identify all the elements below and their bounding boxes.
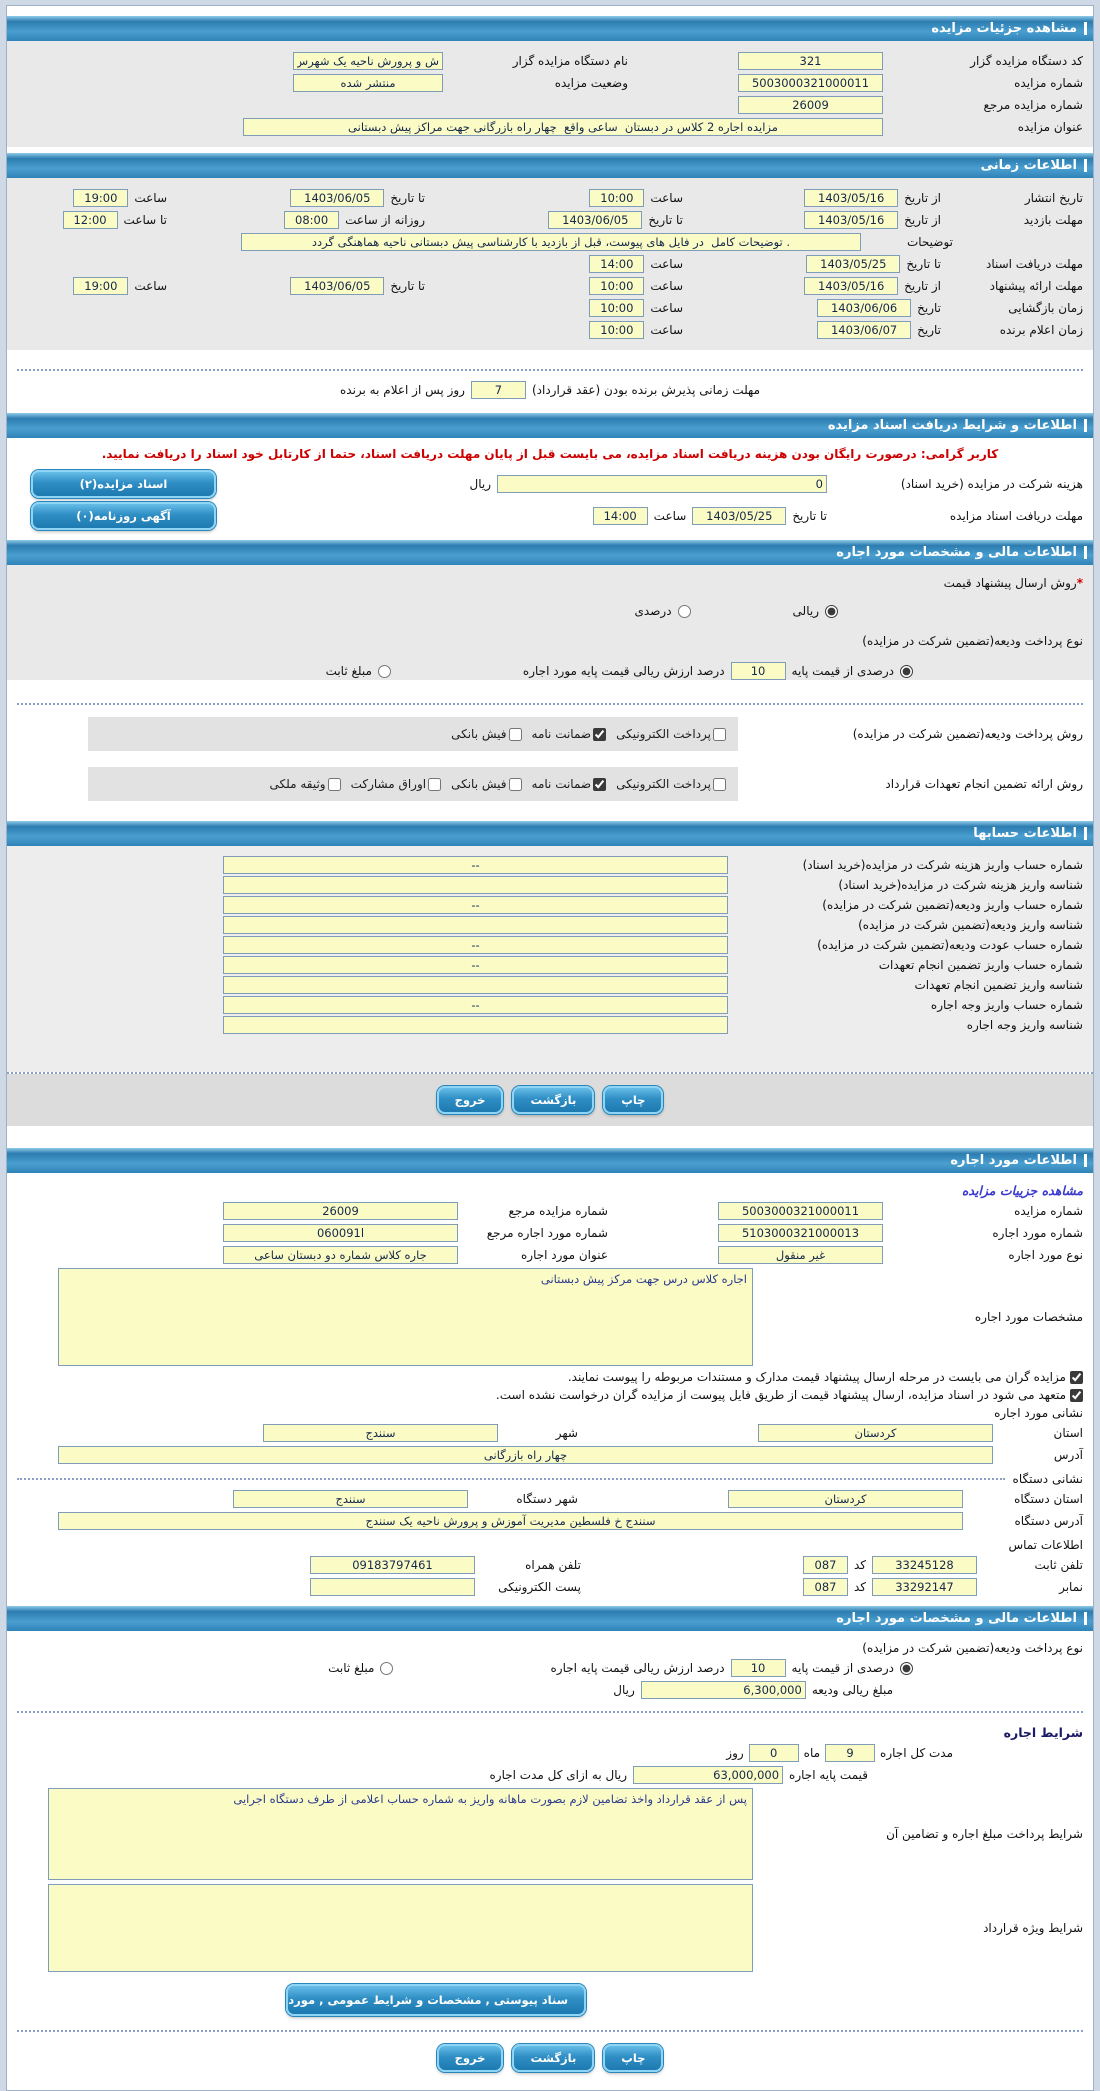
email-input[interactable] (310, 1578, 475, 1596)
guarantee-method-label: روش ارائه تضمین انجام تعهدات قرارداد (885, 777, 1083, 791)
deposit-base-radios (17, 1659, 913, 1677)
device-code-label: کد دستگاه مزایده گزار (970, 54, 1083, 68)
account-label: شناسه واریز هزینه شرکت در مزایده(خرید اسناد) (838, 878, 1083, 892)
auction-title-label: عنوان مزایده (1017, 120, 1083, 134)
device-address-input[interactable] (58, 1512, 963, 1530)
rial-option-label: ریالی (792, 604, 819, 618)
deposit-amount-row (17, 1681, 893, 1699)
exit-button[interactable]: خروج (437, 1086, 504, 1114)
auction-title-input[interactable] (243, 118, 883, 136)
base-price-input[interactable] (633, 1766, 783, 1784)
device-city-input[interactable] (233, 1490, 468, 1508)
dotted-divider (17, 703, 1083, 705)
acceptance-label: مهلت زمانی پذیرش برنده بودن (عقد قرارداد) (531, 383, 761, 397)
deposit-type-row (17, 634, 1083, 648)
account-input[interactable] (223, 916, 728, 934)
email-label: پست الکترونیکی (498, 1580, 581, 1594)
visit-from-time-input[interactable] (284, 211, 339, 229)
account-label: شناسه واریز وجه اجاره (966, 1018, 1083, 1032)
deposit-base-radios (17, 662, 913, 680)
lease-title-input[interactable] (223, 1246, 458, 1264)
notes-label: توضیحات (906, 235, 953, 249)
auction-detail-page (6, 5, 1094, 2091)
electronic-pay-checkbox[interactable] (713, 728, 726, 741)
to-date-label: تا تاریخ (390, 191, 425, 205)
from-date-label: از تاریخ (904, 213, 941, 227)
accounts-section-header (7, 821, 1093, 846)
guarantee-option-property[interactable] (270, 777, 341, 791)
account-input[interactable] (223, 1016, 728, 1034)
publish-date-row (17, 189, 1083, 207)
device-province-city-row (17, 1490, 1083, 1508)
account-label: شماره حساب واریز وجه اجاره (930, 998, 1083, 1012)
province-city-row (17, 1424, 1083, 1442)
account-row (17, 876, 1083, 894)
auction-no-input[interactable] (738, 74, 883, 92)
duration-months-input[interactable] (825, 1744, 875, 1762)
acceptance-row (17, 381, 1083, 399)
attachments-button[interactable]: سناد پیوستی , مشخصات و شرایط عمومی , مورد اجاره(۲ (286, 1984, 586, 2016)
ref-no-input[interactable] (738, 96, 883, 114)
account-row (17, 896, 1083, 914)
pay-method-label: روش پرداخت ودیعه(تضمین شرکت در مزایده) (852, 727, 1083, 741)
no-file-offer-checkbox[interactable] (1070, 1389, 1083, 1402)
financial2-section-header (7, 1606, 1093, 1631)
offer-label: مهلت ارائه پیشنهاد (989, 279, 1083, 293)
guarantee-option-bonds[interactable] (351, 777, 441, 791)
contact-title: اطلاعات تماس (1008, 1538, 1083, 1552)
notes-row (17, 233, 953, 251)
ref-no-input[interactable] (223, 1202, 458, 1220)
option-label: پرداخت الکترونیکی (616, 727, 711, 741)
deposit-amount-label: مبلغ ریالی ودیعه (811, 1683, 893, 1697)
account-row (17, 996, 1083, 1014)
fixed-amount-label: مبلغ ثابت (328, 1661, 375, 1675)
lease-title-label: عنوان مورد اجاره (520, 1248, 608, 1262)
lease-specs-row (17, 1268, 1083, 1366)
attach-docs-checkbox[interactable] (1070, 1371, 1083, 1384)
publish-to-date-input[interactable] (290, 189, 384, 207)
opening-time-row (17, 299, 1083, 317)
docs-fee-label: هزینه شرکت در مزایده (خرید اسناد) (900, 477, 1083, 491)
header-tick-icon (1084, 546, 1087, 559)
special-terms-row (17, 1884, 1083, 1972)
org-name-label: نام دستگاه مزایده گزار (512, 54, 628, 68)
publish-to-time-input[interactable] (73, 189, 128, 207)
to-date-label: تا تاریخ (390, 279, 425, 293)
option-label: ضمانت نامه (531, 777, 592, 791)
dotted-divider (17, 369, 1083, 371)
date-label: تاریخ (917, 323, 941, 337)
option-label: فیش بانکی (451, 727, 507, 741)
receive-docs-date-input[interactable] (806, 255, 900, 273)
address-label: آدرس (1053, 1448, 1083, 1462)
financial1-section-title: اطلاعات مالی و مشخصات مورد اجاره (836, 545, 1077, 560)
device-city-label: شهر دستگاه (516, 1492, 578, 1506)
accounts-panel (7, 846, 1093, 1072)
lease-section-header (7, 1148, 1093, 1173)
financial1-methods-area (7, 692, 1093, 821)
guarantee-option-bank-slip[interactable] (451, 777, 521, 791)
offer-from-date-input[interactable] (804, 277, 898, 295)
mobile-input[interactable] (310, 1556, 475, 1574)
phone-row (17, 1556, 1083, 1574)
lease-no-label: شماره مورد اجاره (992, 1226, 1083, 1240)
status-label: وضعیت مزایده (554, 76, 628, 90)
fax-code-input[interactable] (803, 1578, 848, 1596)
lease-terms-title: شرایط اجاره (1003, 1725, 1083, 1740)
auction-docs-button[interactable]: اسناد مزایده(۲) (31, 470, 216, 498)
notes-input[interactable] (241, 233, 861, 251)
notice2-row (17, 1388, 1083, 1402)
timing-panel (7, 178, 1093, 350)
device-province-label: استان دستگاه (1014, 1492, 1083, 1506)
offer-deadline-row (17, 277, 1083, 295)
header-tick-icon (1084, 159, 1087, 172)
from-date-label: از تاریخ (904, 191, 941, 205)
publish-label: تاریخ انتشار (1024, 191, 1083, 205)
base-price-label: قیمت پایه اجاره (789, 1768, 868, 1782)
device-address-title: نشانی دستگاه (1012, 1472, 1083, 1486)
pay-option-electronic[interactable] (616, 727, 726, 741)
ref-no-label: شماره مزایده مرجع (508, 1204, 608, 1218)
lease-ref-label: شماره مورد اجاره مرجع (486, 1226, 608, 1240)
lease-no-row (17, 1224, 1083, 1242)
header-tick-icon (1084, 419, 1087, 432)
bank-slip-checkbox[interactable] (509, 728, 522, 741)
notice2-text: متعهد می شود در اسناد مزایده، ارسال پیشنهاد قیمت از طریق فایل پیوست از مزایده گران درخواست نشده است. (495, 1388, 1066, 1402)
bank-slip-checkbox[interactable] (509, 778, 522, 791)
deposit-unit-label: ریال (613, 1683, 635, 1697)
guarantee-option-electronic[interactable] (616, 777, 726, 791)
pay-option-guarantee-letter[interactable] (532, 727, 607, 741)
months-label: ماه (803, 1746, 821, 1760)
city-input[interactable] (263, 1424, 498, 1442)
timing-section-header (7, 153, 1093, 178)
date-label: تاریخ (917, 301, 941, 315)
financial2-panel (7, 1631, 1093, 2090)
city-label: شهر (555, 1426, 578, 1440)
mobile-label: تلفن همراه (525, 1558, 581, 1572)
days-label: روز (726, 1746, 744, 1760)
pay-method-row (17, 717, 1083, 751)
percent-base-label: درصدی از قیمت پایه (791, 1661, 894, 1675)
option-label: فیش بانکی (451, 777, 507, 791)
to-date-label: تا تاریخ (906, 257, 941, 271)
account-input[interactable] (223, 976, 728, 994)
rial-radio[interactable] (825, 605, 838, 618)
send-method-label: روش ارسال پیشنهاد قیمت (943, 576, 1077, 590)
acceptance-suffix: روز پس از اعلام به برنده (339, 383, 465, 397)
to-date-label: تا تاریخ (792, 509, 827, 523)
header-tick-icon (1084, 827, 1087, 840)
phone-input[interactable] (872, 1556, 977, 1574)
exit-button[interactable]: خروج (437, 2044, 504, 2072)
base-price-row (17, 1766, 868, 1784)
docs-deadline-row (17, 502, 1083, 530)
guarantee-option-letter[interactable] (532, 777, 607, 791)
details-section-header (7, 16, 1093, 41)
pay-terms-row (17, 1788, 1083, 1880)
special-terms-textarea[interactable] (48, 1884, 753, 1972)
section-gap (7, 1126, 1093, 1148)
lease-type-label: نوع مورد اجاره (1008, 1248, 1083, 1262)
account-input[interactable] (223, 996, 728, 1014)
org-name-input[interactable] (293, 52, 443, 70)
phone-label: تلفن ثابت (1034, 1558, 1083, 1572)
duration-label: مدت کل اجاره (880, 1746, 953, 1760)
visit-from-date-input[interactable] (804, 211, 898, 229)
docs-section-header (7, 413, 1093, 438)
opening-time-input[interactable] (589, 299, 644, 317)
device-address-title-row (17, 1472, 1083, 1486)
fax-row (17, 1578, 1083, 1596)
device-address-row (17, 1512, 1083, 1530)
accounts-section-title: اطلاعات حسابها (973, 826, 1077, 841)
docs-section-title: اطلاعات و شرایط دریافت اسناد مزایده (827, 418, 1077, 433)
receive-docs-row (17, 255, 1083, 273)
account-label: شناسه واریز تضمین انجام تعهدات (914, 978, 1083, 992)
visit-deadline-row (17, 211, 1083, 229)
back-button[interactable]: بازگشت (512, 2044, 594, 2072)
lease-address-title: نشانی مورد اجاره (994, 1406, 1083, 1420)
opening-label: زمان بازگشایی (1008, 301, 1083, 315)
participation-bonds-checkbox[interactable] (428, 778, 441, 791)
lease-panel (7, 1173, 1093, 1606)
time-label: ساعت (650, 191, 683, 205)
attachments-row (17, 1984, 1083, 2016)
visit-to-date-input[interactable] (548, 211, 642, 229)
deposit-type-label: نوع پرداخت ودیعه(تضمین شرکت در مزایده) (862, 1641, 1083, 1655)
notice1-row (17, 1370, 1083, 1384)
time-label: ساعت (650, 301, 683, 315)
financial2-section-title: اطلاعات مالی و مشخصات مورد اجاره (836, 1611, 1077, 1626)
lease-specs-textarea[interactable] (58, 1268, 753, 1366)
lease-terms-title-row (17, 1725, 1083, 1740)
account-label: شماره حساب واریز ودیعه(تضمین شرکت در مزایده) (822, 898, 1083, 912)
details-section-title: مشاهده جزئیات مزایده (931, 21, 1077, 36)
lease-type-input[interactable] (718, 1246, 883, 1264)
price-type-radios (17, 604, 838, 618)
publish-from-date-input[interactable] (804, 189, 898, 207)
timing-section-title: اطلاعات زمانی (980, 158, 1077, 173)
account-row (17, 936, 1083, 954)
time-label: ساعت (134, 279, 167, 293)
pay-option-bank-slip[interactable] (451, 727, 521, 741)
offer-to-date-input[interactable] (290, 277, 384, 295)
account-input[interactable] (223, 856, 728, 874)
opening-date-input[interactable] (817, 299, 911, 317)
base-price-suffix: ریال به ازای کل مدت اجاره (489, 1768, 628, 1782)
time-label: ساعت (650, 323, 683, 337)
device-code-input[interactable] (738, 52, 883, 70)
account-row (17, 956, 1083, 974)
guarantee-letter-checkbox[interactable] (593, 728, 606, 741)
publish-from-time-input[interactable] (589, 189, 644, 207)
header-tick-icon (1084, 1612, 1087, 1625)
time-label: ساعت (650, 257, 683, 271)
percent-base-label: درصدی از قیمت پایه (791, 664, 894, 678)
guarantee-letter-checkbox[interactable] (593, 778, 606, 791)
percent-value-input[interactable] (731, 1659, 786, 1677)
percent-radio[interactable] (678, 605, 691, 618)
account-label: شماره حساب واریز تضمین انجام تعهدات (878, 958, 1083, 972)
back-button[interactable]: بازگشت (512, 1086, 594, 1114)
print-button[interactable]: چاپ (603, 1086, 663, 1114)
duration-days-input[interactable] (749, 1744, 799, 1762)
docs-fee-row (17, 470, 1083, 498)
financial1-panel (7, 565, 1093, 680)
account-input[interactable] (223, 956, 728, 974)
auction-no-input[interactable] (718, 1202, 883, 1220)
deposit-type-label: نوع پرداخت ودیعه(تضمین شرکت در مزایده) (862, 634, 1083, 648)
percent-suffix-label: درصد ارزش ریالی قیمت پایه اجاره (550, 1661, 725, 1675)
offer-from-time-input[interactable] (589, 277, 644, 295)
account-row (17, 1016, 1083, 1034)
option-label: اوراق مشارکت (350, 777, 427, 791)
account-label: شناسه واریز ودیعه(تضمین شرکت در مزایده) (858, 918, 1083, 932)
status-input[interactable] (293, 74, 443, 92)
fixed-amount-radio[interactable] (378, 665, 391, 678)
docs-fee-input[interactable] (497, 475, 827, 493)
address-row (17, 1446, 1083, 1464)
visit-to-time-input[interactable] (63, 211, 118, 229)
winner-time-input[interactable] (589, 321, 644, 339)
header-tick-icon (1084, 1154, 1087, 1167)
to-date-label: تا تاریخ (648, 213, 683, 227)
account-label: شماره حساب واریز هزینه شرکت در مزایده(خرید اسناد) (802, 858, 1083, 872)
address-input[interactable] (58, 1446, 993, 1464)
auction-no-label: شماره مزایده (1014, 1204, 1083, 1218)
province-label: استان (1053, 1426, 1083, 1440)
winner-label: زمان اعلام برنده (999, 323, 1083, 337)
fixed-amount-label: مبلغ ثابت (325, 664, 372, 678)
view-auction-details-link[interactable]: مشاهده جزییات مزایده (961, 1183, 1083, 1198)
receive-docs-time-input[interactable] (589, 255, 644, 273)
lease-address-title-row (17, 1406, 1083, 1420)
area-code-label: کد (853, 1580, 866, 1594)
lease-section-title: اطلاعات مورد اجاره (950, 1153, 1077, 1168)
pay-terms-label: شرایط پرداخت مبلغ اجاره و تضامین آن (886, 1827, 1083, 1841)
lease-duration-row (17, 1744, 953, 1762)
account-input[interactable] (223, 876, 728, 894)
percent-suffix-label: درصد ارزش ریالی قیمت پایه مورد اجاره (522, 664, 725, 678)
view-details-row (17, 1183, 1083, 1198)
device-province-input[interactable] (728, 1490, 963, 1508)
details-panel (7, 41, 1093, 147)
pay-terms-textarea[interactable] (48, 1788, 753, 1880)
percent-option-label: درصدی (634, 604, 672, 618)
acceptance-days-input[interactable] (471, 381, 526, 399)
percent-base-radio[interactable] (900, 1662, 913, 1675)
time-label: ساعت (653, 509, 687, 523)
lease-type-row (17, 1246, 1083, 1264)
property-collateral-checkbox[interactable] (328, 778, 341, 791)
action-button-strip (7, 1074, 1093, 1126)
account-row (17, 916, 1083, 934)
visit-label: مهلت بازدید (1023, 213, 1083, 227)
area-code-label: کد (853, 1558, 866, 1572)
deposit-type-row (17, 1641, 1083, 1655)
device-address-label: آدرس دستگاه (1014, 1514, 1083, 1528)
account-input[interactable] (223, 896, 728, 914)
option-label: ضمانت نامه (531, 727, 592, 741)
dotted-divider (17, 1478, 1005, 1480)
lease-auction-no-row (17, 1202, 1083, 1220)
guarantee-method-row (17, 767, 1083, 801)
deposit-amount-input[interactable] (641, 1681, 806, 1699)
account-input[interactable] (223, 936, 728, 954)
daily-from-time-label: روزانه از ساعت (345, 213, 425, 227)
docs-deadline-date-input[interactable] (692, 507, 786, 525)
bottom-action-buttons (17, 2032, 1083, 2084)
from-date-label: از تاریخ (904, 279, 941, 293)
docs-fee-unit: ریال (469, 477, 491, 491)
financial1-section-header (7, 540, 1093, 565)
docs-panel (7, 438, 1093, 540)
spacer (17, 1036, 1083, 1064)
electronic-pay-checkbox[interactable] (713, 778, 726, 791)
print-button[interactable]: چاپ (603, 2044, 663, 2072)
free-docs-warning: کاربر گرامی: درصورت رایگان بودن هزینه دریافت اسناد مزایده، می بایست قبل از پایان مهلت دریافت اسناد، حتما از کارتابل خود اسناد را دریافت نمایید. (101, 447, 999, 461)
phone-code-input[interactable] (803, 1556, 848, 1574)
acceptance-area (7, 350, 1093, 413)
newspaper-ad-button[interactable]: آگهی روزنامه(۰) (31, 502, 216, 530)
account-label: شماره حساب عودت ودیعه(تضمین شرکت در مزایده) (817, 938, 1083, 952)
province-input[interactable] (758, 1424, 993, 1442)
dotted-divider (17, 1711, 1083, 1713)
winner-announce-row (17, 321, 1083, 339)
time-label: ساعت (134, 191, 167, 205)
to-time-label: تا ساعت (123, 213, 167, 227)
header-tick-icon (1084, 22, 1087, 35)
required-asterisk: * (1076, 576, 1083, 590)
fax-input[interactable] (872, 1578, 977, 1596)
time-label: ساعت (650, 279, 683, 293)
send-method-row (17, 576, 1083, 590)
option-label: پرداخت الکترونیکی (616, 777, 711, 791)
ref-no-label: شماره مزایده مرجع (983, 98, 1083, 112)
account-row (17, 976, 1083, 994)
special-terms-label: شرایط ویژه قرارداد (983, 1921, 1083, 1935)
percent-value-input[interactable] (731, 662, 786, 680)
option-label: وثیقه ملکی (269, 777, 326, 791)
lease-specs-label: مشخصات مورد اجاره (974, 1310, 1083, 1324)
winner-date-input[interactable] (817, 321, 911, 339)
lease-no-input[interactable] (718, 1224, 883, 1242)
fixed-amount-radio[interactable] (380, 1662, 393, 1675)
docs-deadline-time-input[interactable] (593, 507, 648, 525)
pay-method-options (88, 717, 738, 751)
contact-title-row (17, 1538, 1083, 1552)
auction-no-label: شماره مزایده (1014, 76, 1083, 90)
fax-label: نمابر (1059, 1580, 1083, 1594)
percent-base-radio[interactable] (900, 665, 913, 678)
account-row (17, 856, 1083, 874)
lease-ref-input[interactable] (223, 1224, 458, 1242)
docs-deadline-label: مهلت دریافت اسناد مزایده (949, 509, 1083, 523)
notice1-text: مزایده گران می بایست در مرحله ارسال پیشنهاد قیمت مدارک و مستندات مربوطه را پیوست نمایند. (567, 1370, 1066, 1384)
receive-docs-label: مهلت دریافت اسناد (985, 257, 1083, 271)
offer-to-time-input[interactable] (73, 277, 128, 295)
guarantee-method-options (88, 767, 738, 801)
